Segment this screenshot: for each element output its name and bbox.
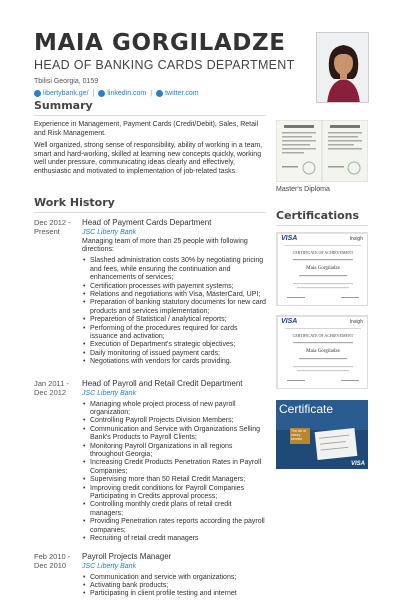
insigh-logo-text: Insigh — [349, 319, 363, 325]
job-company[interactable]: JSC Liberty Bank — [82, 389, 137, 397]
job-body — [82, 552, 266, 599]
summary-paragraph: Experience in Management, Payment Cards (Credit/Debit), Sales, Retail and Risk Management. — [34, 121, 259, 137]
job-bullet: • Communication and Service with Organizations Selling Bank's Products to Payroll Clients; — [82, 426, 266, 443]
job-dates: Dec 2012 - Present — [34, 218, 71, 236]
contact-links — [34, 89, 304, 98]
twitter-link[interactable] — [156, 89, 198, 98]
job-title: Head of Payroll and Retail Credit Department — [82, 379, 243, 388]
job-bullet: • Relations and negotiations with Visa, MasterCard, UPI; — [82, 291, 266, 299]
visa-logo-text: VISA — [350, 461, 365, 467]
work-history-divider — [34, 212, 266, 213]
job-title: Payroll Projects Manager — [82, 552, 172, 561]
certifications-title: Certifications — [276, 209, 360, 222]
job-bullet: • Execution of Department's strategic objectives; — [82, 341, 266, 349]
linkedin-link[interactable] — [98, 89, 146, 98]
certificate-recipient: Maia Gorgiladze — [306, 266, 340, 271]
job-description: Managing team of more than 25 people with following directions: — [82, 237, 248, 253]
job-bullet: • Controlling Payroll Projects Division Members; — [82, 417, 266, 425]
candidate-name: MAIA GORGILADZE — [34, 30, 286, 56]
resume-header — [34, 30, 304, 98]
summary-text — [34, 121, 266, 181]
twitter-icon — [156, 90, 163, 97]
certificate-image[interactable] — [276, 315, 368, 389]
job-bullet: • Managing whole project process of new payroll organization; — [82, 401, 266, 418]
job-bullet: • Daily monitoring of issued payment cards; — [82, 350, 266, 358]
diploma-caption: Master's Diploma — [276, 186, 330, 193]
job-bullets — [82, 574, 266, 599]
certificate-image[interactable] — [276, 232, 368, 306]
visa-logo-text: VISA — [281, 318, 298, 325]
job-dates: Feb 2010 - Dec 2010 — [34, 552, 71, 570]
job-bullets — [82, 401, 266, 544]
job-title: Head of Payment Cards Department — [82, 218, 212, 227]
certificate-title: Certificate — [279, 402, 334, 416]
job-bullet: • Supervising more than 50 Retail Credit Managers; — [82, 476, 266, 484]
website-link-label: libertybank.ge/ — [43, 90, 89, 97]
summary-divider — [34, 115, 266, 116]
website-link[interactable] — [34, 89, 89, 98]
job-dates: Jan 2011 - Dec 2012 — [34, 379, 69, 397]
certificate-image[interactable] — [276, 400, 368, 469]
job-bullet: • Increasing Credit Products Penetration Rates in Payroll Companies; — [82, 459, 266, 476]
globe-icon — [34, 90, 41, 97]
job-bullet: • Certification processes with payemnt systems; — [82, 283, 266, 291]
linkedin-icon — [98, 90, 105, 97]
work-history-title: Work History — [34, 196, 115, 209]
certificate-recipient: Maia Gorgiladze — [306, 349, 340, 354]
diploma-graphic — [276, 120, 368, 182]
certificate-heading: CERTIFICATE OF ACHIEVEMENT — [292, 250, 354, 255]
job-bullet: • Activating bank products; — [82, 582, 266, 590]
job-bullet: • Preparetion of Statistical / analytical reports; — [82, 316, 266, 324]
certificate-subtitle: The Art of luxury service — [291, 429, 307, 441]
certifications-divider — [276, 225, 368, 226]
job-bullets — [82, 257, 266, 366]
job-bullet: • Communication and service with organizations; — [82, 574, 266, 582]
job-bullet: • Performing of the procedures required for cards issuance and activation; — [82, 325, 266, 342]
candidate-location: Tbilisi Georgia, 0159 — [34, 78, 99, 85]
visa-logo-text: VISA — [281, 235, 298, 242]
link-separator: | — [92, 90, 95, 97]
diploma-image[interactable] — [276, 120, 368, 182]
job-bullet: • Providing Penetration rates reports according the payroll companies; — [82, 518, 266, 535]
candidate-headline: HEAD OF BANKING CARDS DEPARTMENT — [34, 58, 295, 72]
job-bullet: • Improving credit conditions for Payroll Companies Participating in Credits approval process; — [82, 485, 266, 502]
job-bullet: • Monitoring Payroll Organizations in all regions throughout Georgia; — [82, 443, 266, 460]
portrait-image — [317, 33, 369, 103]
job-body — [82, 379, 266, 543]
job-bullet: • Recruiting of retail credit managers — [82, 535, 266, 543]
job-bullet: • Slashed administration costs 30% by negotiating pricing and fees, while ensuring the continuation and enhancements of services; — [82, 257, 266, 282]
link-separator: | — [150, 90, 153, 97]
job-bullet: • Participating in client profile testing and internet — [82, 590, 266, 598]
job-bullet: • Negotiations with vendors for cards providing. — [82, 358, 266, 366]
job-company[interactable]: JSC Liberty Bank — [82, 562, 137, 570]
linkedin-link-label: linkedin.com — [107, 90, 147, 97]
job-company[interactable]: JSC Liberty Bank — [82, 228, 137, 236]
profile-photo — [316, 32, 369, 103]
insigh-logo-text: Insigh — [349, 236, 363, 242]
job-bullet: • Controlling monthly credit plans of retail credit managers; — [82, 501, 266, 518]
twitter-link-label: twitter.com — [165, 90, 199, 97]
job-body — [82, 218, 266, 367]
certificate-heading: CERTIFICATE OF ACHIEVEMENT — [292, 333, 354, 338]
summary-paragraph: Well organized, strong sense of responsibility, ability of working in a team, smart and hard-working, skilled at learning new concepts quickly, working well under pressure, communicating ideas clearly and effectively, enthusiastic and motivated to implementation of job-related tasks. — [34, 142, 263, 175]
summary-title: Summary — [34, 99, 93, 112]
job-bullet: • Preparation of banking statutory documents for new card products and services implementation; — [82, 299, 266, 316]
